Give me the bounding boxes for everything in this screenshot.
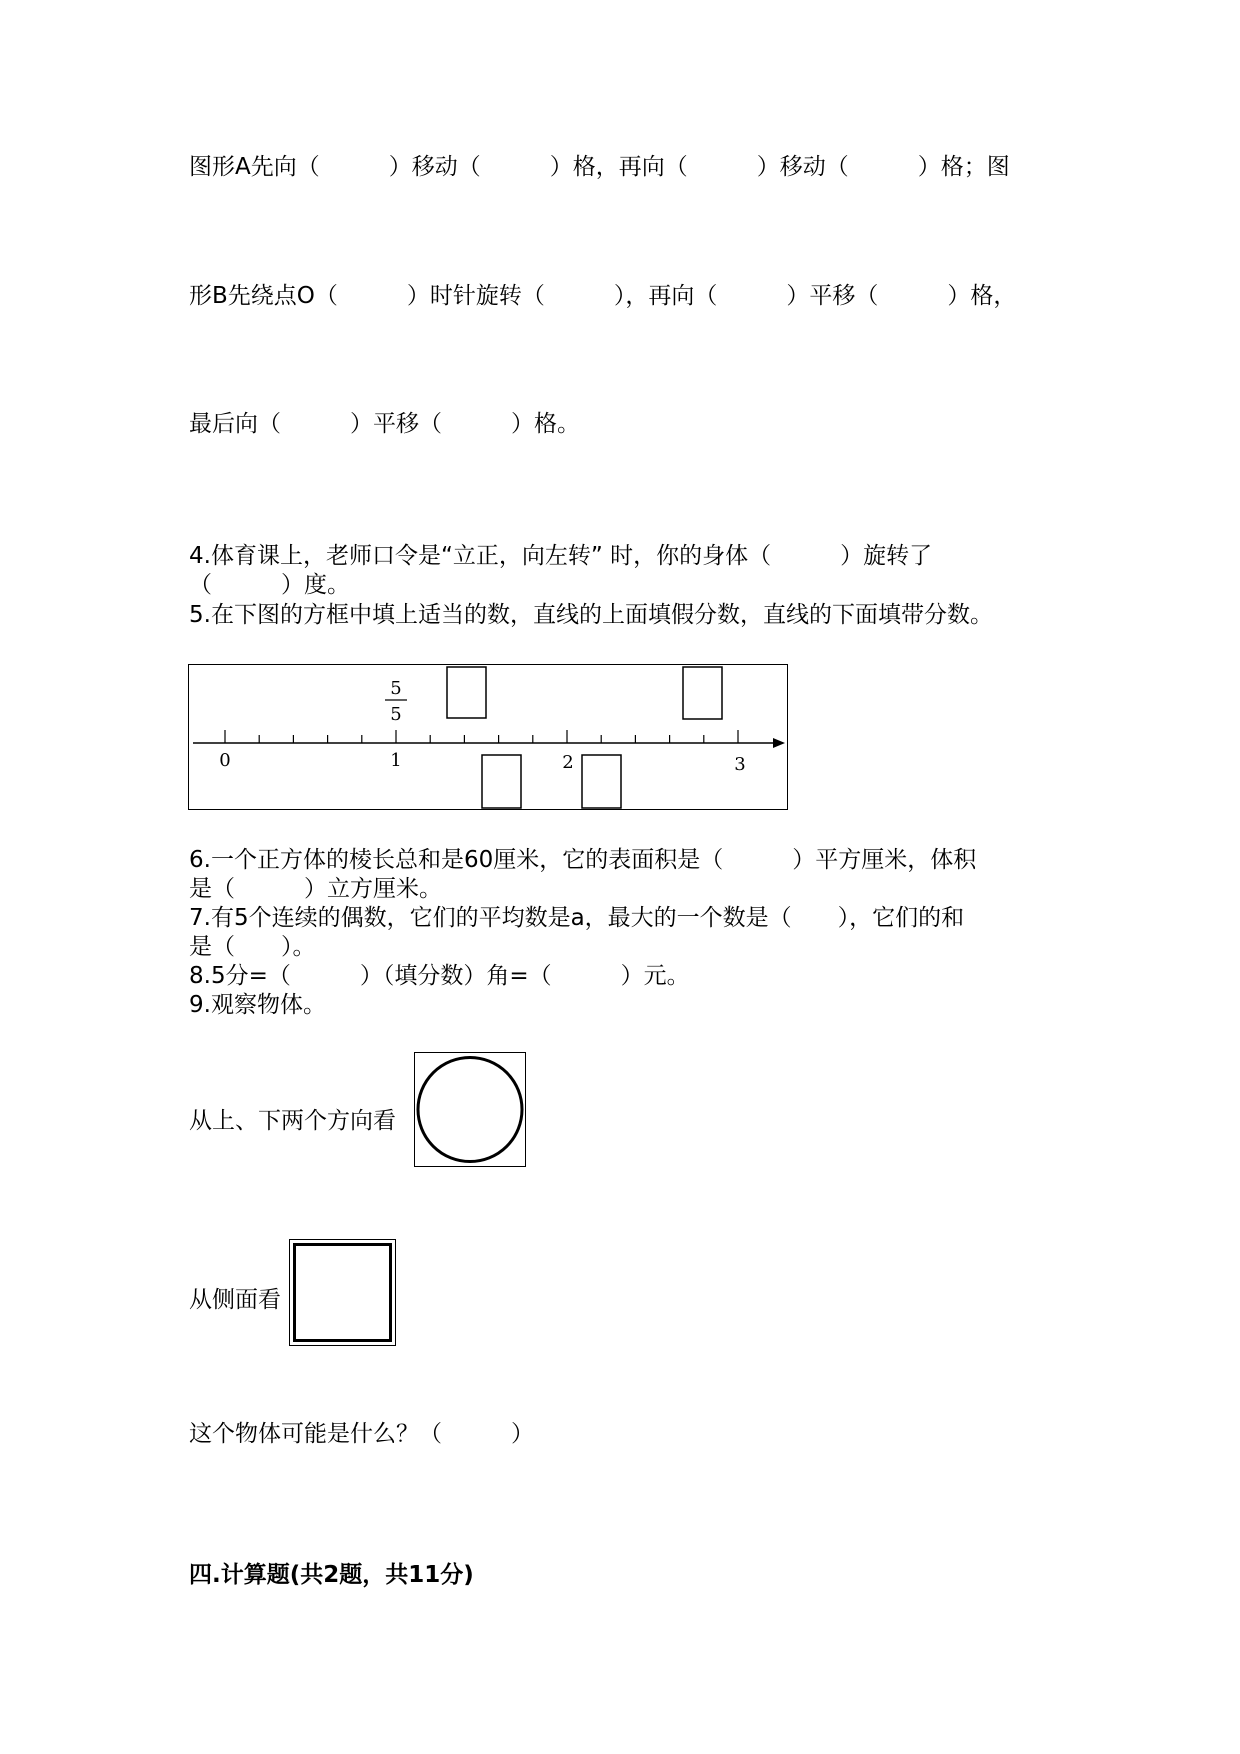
label-2: 2 [562,752,574,773]
answer-box-above-2[interactable] [683,667,722,719]
answer-box-above-1[interactable] [447,667,486,718]
q3-line-1: 图形A先向（ ）移动（ ）格，再向（ ）移动（ ）格；图 [189,154,1010,180]
fraction-denominator: 5 [390,704,402,725]
q3-line-3: 最后向（ ）平移（ ）格。 [189,411,580,437]
q9-text: 9.观察物体。 [189,992,326,1018]
answer-box-below-2[interactable] [582,755,621,808]
circle-shape [418,1058,522,1162]
q3-line-2: 形B先绕点O（ ）时针旋转（ ），再向（ ）平移（ ）格， [189,283,1017,309]
label-0: 0 [219,750,231,771]
square-shape [295,1245,391,1341]
q5-text: 5.在下图的方框中填上适当的数，直线的上面填假分数，直线的下面填带分数。 [189,602,993,628]
section-4-title: 四.计算题(共2题，共11分) [189,1562,474,1588]
q9-question: 这个物体可能是什么？（ ） [189,1421,534,1447]
q6-line-1: 6.一个正方体的棱长总和是60厘米，它的表面积是（ ）平方厘米，体积 [189,847,977,873]
q9-side-label: 从侧面看 [189,1287,281,1313]
fraction-numerator: 5 [390,678,402,699]
q8-text: 8.5分=（ ）（填分数）角=（ ）元。 [189,963,690,989]
label-3: 3 [734,754,746,775]
square-view-figure [289,1239,396,1346]
circle-view-figure [414,1052,526,1167]
number-line-ticks [225,730,738,743]
q7-line-2: 是（ ）。 [189,934,316,960]
number-line-figure [188,664,788,810]
label-1: 1 [390,750,402,771]
q6-line-2: 是（ ）立方厘米。 [189,876,442,902]
q4-line-1: 4.体育课上，老师口令是“立正，向左转” 时，你的身体（ ）旋转了 [189,543,933,569]
q4-line-2: （ ）度。 [189,572,350,598]
answer-box-below-1[interactable] [482,755,521,808]
q9-top-bottom-label: 从上、下两个方向看 [189,1108,396,1134]
q7-line-1: 7.有5个连续的偶数，它们的平均数是a，最大的一个数是（ ），它们的和 [189,905,965,931]
number-line-arrow [773,738,785,748]
